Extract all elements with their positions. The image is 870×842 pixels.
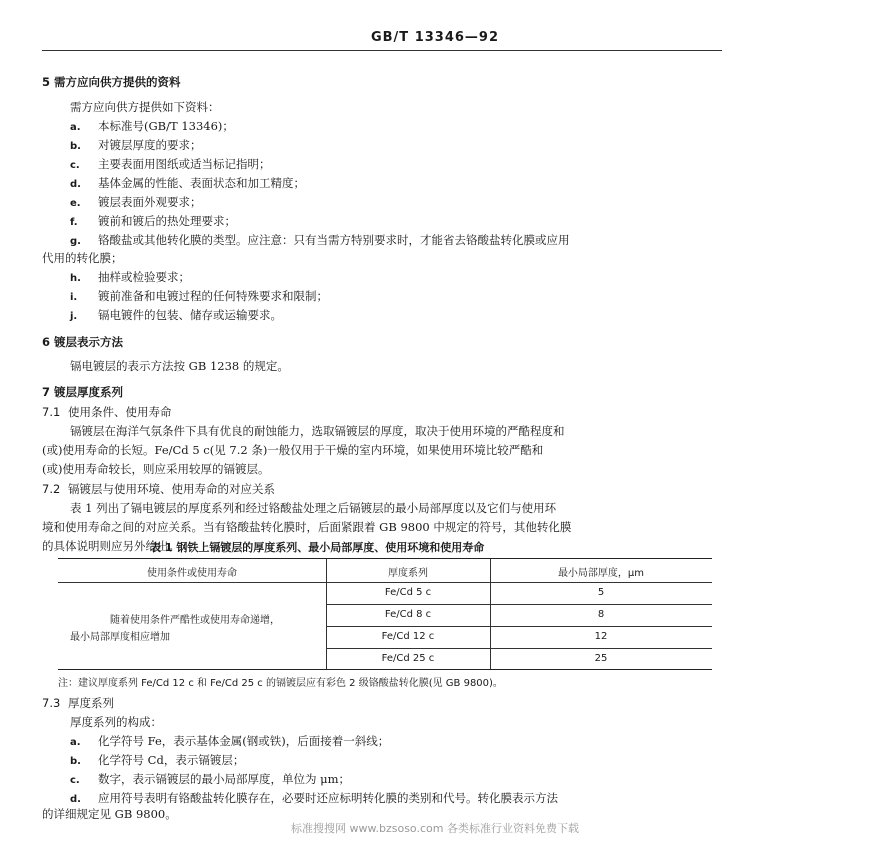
paragraph-line: 的详细规定见 GB 9800。: [42, 807, 177, 821]
list-item-continuation: 代用的转化膜；: [42, 251, 123, 265]
list-item: i. 镀前准备和电镀过程的任何特殊要求和限制；: [70, 289, 328, 303]
paragraph-line: (或)使用寿命较长，则应采用较厚的镉镀层。: [42, 462, 270, 476]
list-item: a. 化学符号 Fe，表示基体金属(钢或铁)，后面接着一斜线；: [70, 734, 390, 748]
table-cell-series: Fe/Cd 8 c: [384, 609, 432, 620]
list-item: g. 铬酸盐或其他转化膜的类型。应注意：只有当需方特别要求时，才能省去铬酸盐转化膜或应用: [70, 233, 570, 247]
list-item: d. 基体金属的性能、表面状态和加工精度；: [70, 176, 305, 190]
standard-code-header: GB/T 13346—92: [370, 30, 500, 45]
list-item: j. 镉电镀件的包装、储存或运输要求。: [70, 308, 282, 322]
list-item: c. 数字，表示镉镀层的最小局部厚度，单位为 μm；: [70, 772, 351, 786]
table-header-rule: [58, 582, 712, 583]
paragraph-line: (或)使用寿命的长短。Fe/Cd 5 c(见 7.2 条)一般仅用于干燥的室内环境，如果使用环境比较严酷和: [42, 443, 544, 457]
list-item: h. 抽样或检验要求；: [70, 270, 190, 284]
paragraph-line: 境和使用寿命之间的对应关系。当有铬酸盐转化膜时，后面紧跟着 GB 9800 中规定的符号，其他转化膜: [42, 520, 572, 534]
table-cell-min: 25: [594, 653, 608, 664]
watermark: 标准搜搜网 www.bzsoso.com 各类标准行业资料免费下载: [291, 822, 579, 835]
table-cell-min: 5: [597, 587, 605, 598]
list-item: c. 主要表面用图纸或适当标记指明；: [70, 157, 271, 171]
table-header-min-thickness: 最小局部厚度，μm: [557, 568, 645, 579]
list-item: b. 对镀层厚度的要求；: [70, 138, 202, 152]
paragraph-line: 的具体说明则应另外给出。: [42, 539, 180, 553]
table-header-series: 厚度系列: [388, 568, 428, 579]
subsection-7-3-intro: 厚度系列的构成：: [70, 715, 162, 729]
table-cell-series: Fe/Cd 25 c: [381, 653, 435, 664]
list-item: e. 镀层表面外观要求；: [70, 195, 202, 209]
table-cell-series: Fe/Cd 5 c: [384, 587, 432, 598]
table-row-rule: [326, 604, 712, 605]
section-7-title: 7 镀层厚度系列: [42, 385, 124, 399]
table-row-rule: [326, 626, 712, 627]
list-item: a. 本标准号(GB/T 13346)；: [70, 119, 234, 133]
header-rule: [42, 50, 722, 51]
list-item: b. 化学符号 Cd，表示镉镀层；: [70, 753, 245, 767]
table-note: 注：建议厚度系列 Fe/Cd 12 c 和 Fe/Cd 25 c 的镉镀层应有彩色 2 级铬酸盐转化膜(见 GB 9800)。: [58, 678, 503, 689]
table-condition-cell: 随着使用条件严酷性或使用寿命递增， 最小局部厚度相应增加: [70, 615, 280, 643]
subsection-7-2-heading: 7.2 镉镀层与使用环境、使用寿命的对应关系: [42, 482, 275, 496]
table-header-condition: 使用条件或使用寿命: [147, 568, 237, 579]
section-6-text: 镉电镀层的表示方法按 GB 1238 的规定。: [70, 359, 289, 373]
table-cell-min: 12: [594, 631, 608, 642]
table-cell-series: Fe/Cd 12 c: [381, 631, 435, 642]
section-6-title: 6 镀层表示方法: [42, 335, 124, 349]
table-caption: 表 1 钢铁上镉镀层的厚度系列、最小局部厚度、使用环境和使用寿命: [150, 541, 485, 554]
paragraph-line: 表 1 列出了镉电镀层的厚度系列和经过铬酸盐处理之后镉镀层的最小局部厚度以及它们与使用环: [70, 501, 557, 515]
thickness-table: [58, 558, 712, 670]
section-5-intro: 需方应向供方提供如下资料：: [70, 100, 220, 114]
table-cell-min: 8: [597, 609, 605, 620]
paragraph-line: 镉镀层在海洋气氛条件下具有优良的耐蚀能力，选取镉镀层的厚度，取决于使用环境的严酷程度和: [70, 424, 565, 438]
list-item: f. 镀前和镀后的热处理要求；: [70, 214, 236, 228]
subsection-7-3-heading: 7.3 厚度系列: [42, 696, 114, 710]
table-row-rule: [326, 648, 712, 649]
section-5-title: 5 需方应向供方提供的资料: [42, 75, 181, 89]
subsection-7-1-heading: 7.1 使用条件、使用寿命: [42, 405, 172, 419]
list-item: d. 应用符号表明有铬酸盐转化膜存在，必要时还应标明转化膜的类别和代号。转化膜表示方法: [70, 791, 558, 805]
